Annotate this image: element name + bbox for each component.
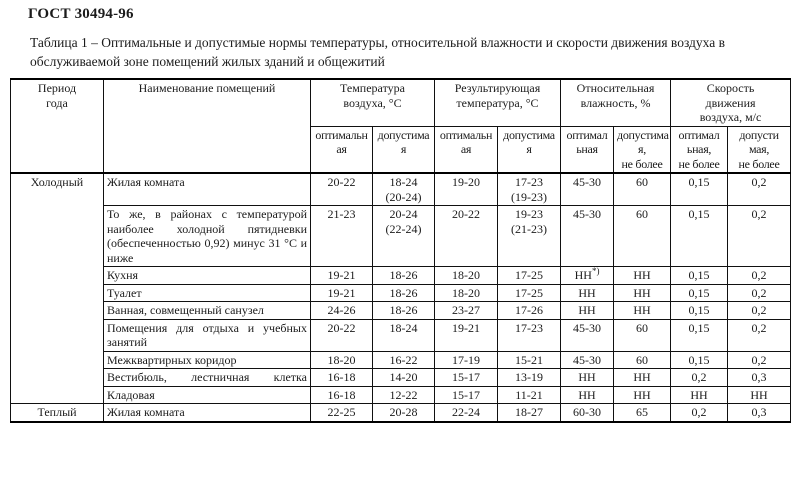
velocity-optimal: 0,15 <box>671 319 728 351</box>
sub-0-l1: оптимальн <box>315 127 368 142</box>
humidity-optimal: 45-30 <box>561 173 614 206</box>
velocity-optimal: 0,2 <box>671 404 728 422</box>
velocity-admissible: 0,2 <box>728 284 791 302</box>
res-temp-admissible: 13-19 <box>498 369 561 387</box>
sub-7-l2: мая, <box>748 142 770 156</box>
res-temp-optimal: 20-22 <box>435 206 498 267</box>
sub-5-l3: не более <box>621 156 663 171</box>
value-secondary: (19-23) <box>511 189 547 204</box>
air-temp-admissible: 18-24 <box>373 319 435 351</box>
sub-6-l2: ьная, <box>686 142 712 156</box>
humidity-admissible: НН <box>614 267 671 285</box>
air-temp-optimal: 19-21 <box>311 267 373 285</box>
group-res-temp-line1: Результирующая <box>454 81 541 95</box>
humidity-admissible: НН <box>614 302 671 320</box>
group-velocity-line3: воздуха, м/с <box>699 110 762 124</box>
header-sub-res-temp-optimal <box>435 126 498 173</box>
air-temp-admissible: 18-26 <box>373 284 435 302</box>
velocity-admissible: НН <box>728 386 791 404</box>
humidity-optimal: НН <box>561 369 614 387</box>
group-humidity-line2: влажность, % <box>580 95 651 110</box>
velocity-admissible: 0,2 <box>728 319 791 351</box>
res-temp-optimal: 22-24 <box>435 404 498 422</box>
header-sub-velocity-optimal <box>671 126 728 173</box>
air-temp-optimal: 16-18 <box>311 369 373 387</box>
air-temp-optimal: 16-18 <box>311 386 373 404</box>
velocity-admissible: 0,2 <box>728 173 791 206</box>
humidity-optimal: 45-30 <box>561 351 614 369</box>
header-sub-res-temp-admissible <box>498 126 561 173</box>
header-period-line2: года <box>46 95 68 110</box>
sub-6-l3: не более <box>678 156 720 171</box>
res-temp-admissible: 17-23 <box>498 319 561 351</box>
res-temp-admissible <box>498 173 561 206</box>
res-temp-admissible: 15-21 <box>498 351 561 369</box>
air-temp-admissible <box>373 206 435 267</box>
room-name: Жилая комната <box>104 404 311 422</box>
sub-4-l1: оптимал <box>566 127 608 142</box>
norms-table-body <box>11 173 791 422</box>
value-main: НН <box>574 268 592 282</box>
sub-3-l2: я <box>526 142 532 156</box>
room-name: Межквартирных коридор <box>104 351 311 369</box>
sub-3-l1: допустима <box>503 127 555 142</box>
res-temp-admissible: 11-21 <box>498 386 561 404</box>
standard-code: ГОСТ 30494-96 <box>28 6 134 22</box>
humidity-optimal: НН <box>561 386 614 404</box>
humidity-admissible: НН <box>614 284 671 302</box>
humidity-admissible: 60 <box>614 206 671 267</box>
header-group-air-velocity <box>671 79 791 126</box>
air-temp-optimal: 19-21 <box>311 284 373 302</box>
res-temp-optimal: 19-21 <box>435 319 498 351</box>
sub-1-l2: я <box>400 142 407 156</box>
group-air-temp-line2: воздуха, °С <box>343 95 402 110</box>
header-row-groups <box>11 79 791 126</box>
sub-5-l2: я, <box>638 142 646 156</box>
res-temp-optimal: 17-19 <box>435 351 498 369</box>
air-temp-optimal: 18-20 <box>311 351 373 369</box>
norms-table-wrapper <box>10 78 790 423</box>
table-row <box>11 351 791 369</box>
velocity-optimal: 0,15 <box>671 302 728 320</box>
res-temp-admissible: 17-26 <box>498 302 561 320</box>
velocity-admissible: 0,2 <box>728 302 791 320</box>
header-group-resultant-temperature <box>435 79 561 126</box>
air-temp-optimal: 24-26 <box>311 302 373 320</box>
sub-7-l3: не более <box>738 156 780 171</box>
header-sub-air-temp-admissible <box>373 126 435 173</box>
humidity-optimal: НН <box>561 284 614 302</box>
sub-5-l1: допустима <box>617 127 669 142</box>
room-name: Жилая комната <box>104 173 311 206</box>
table-row <box>11 267 791 285</box>
velocity-admissible: 0,2 <box>728 206 791 267</box>
air-temp-admissible: 18-26 <box>373 267 435 285</box>
res-temp-optimal: 18-20 <box>435 284 498 302</box>
humidity-admissible: 60 <box>614 351 671 369</box>
air-temp-admissible: 18-26 <box>373 302 435 320</box>
air-temp-admissible <box>373 173 435 206</box>
room-name: Кладовая <box>104 386 311 404</box>
res-temp-admissible: 17-25 <box>498 284 561 302</box>
air-temp-admissible: 16-22 <box>373 351 435 369</box>
velocity-optimal: 0,15 <box>671 267 728 285</box>
sub-7-l1: допусти <box>739 127 779 142</box>
air-temp-admissible: 14-20 <box>373 369 435 387</box>
header-sub-air-temp-optimal <box>311 126 373 173</box>
humidity-optimal: 45-30 <box>561 206 614 267</box>
room-name: Кухня <box>104 267 311 285</box>
group-velocity-line2: движения <box>705 95 756 110</box>
sub-1-l1: допустима <box>377 127 430 142</box>
velocity-admissible: 0,2 <box>728 267 791 285</box>
velocity-admissible: 0,3 <box>728 404 791 422</box>
humidity-admissible: НН <box>614 386 671 404</box>
group-humidity-line1: Относительная <box>576 81 655 95</box>
res-temp-optimal: 15-17 <box>435 369 498 387</box>
room-name: Туалет <box>104 284 311 302</box>
res-temp-admissible <box>498 206 561 267</box>
res-temp-admissible: 18-27 <box>498 404 561 422</box>
group-res-temp-line2: температура, °С <box>456 95 539 110</box>
room-name: Вестибюль, лестничная клетка <box>104 369 311 387</box>
humidity-admissible: 65 <box>614 404 671 422</box>
room-name: Ванная, совмещенный санузел <box>104 302 311 320</box>
velocity-admissible: 0,2 <box>728 351 791 369</box>
value-secondary: (20-24) <box>385 189 422 204</box>
velocity-optimal: 0,2 <box>671 369 728 387</box>
velocity-optimal: 0,15 <box>671 206 728 267</box>
value-secondary: (21-23) <box>511 221 547 236</box>
velocity-optimal: НН <box>671 386 728 404</box>
header-room-name: Наименование помещений <box>104 79 311 173</box>
sub-2-l2: ая <box>460 142 472 156</box>
humidity-optimal: 60-30 <box>561 404 614 422</box>
humidity-optimal <box>561 267 614 285</box>
room-name: То же, в районах с температурой наиболее холодной пятидневки (обеспеченностью 0,92) минус 31 °С и ниже <box>104 206 311 267</box>
period-cell-cold: Холодный <box>11 173 104 404</box>
table-row <box>11 284 791 302</box>
res-temp-admissible: 17-25 <box>498 267 561 285</box>
table-row <box>11 404 791 422</box>
velocity-optimal: 0,15 <box>671 351 728 369</box>
header-group-air-temperature <box>311 79 435 126</box>
air-temp-admissible: 20-28 <box>373 404 435 422</box>
sub-4-l2: ьная <box>576 142 598 156</box>
table-row <box>11 302 791 320</box>
humidity-admissible: НН <box>614 369 671 387</box>
header-period-line1: Период <box>37 81 77 95</box>
group-velocity-line1: Скорость <box>706 81 755 95</box>
footnote-marker: *) <box>591 266 600 276</box>
table-row <box>11 206 791 267</box>
value-secondary: (22-24) <box>385 221 422 236</box>
header-period <box>11 79 104 173</box>
table-row <box>11 173 791 206</box>
group-air-temp-line1: Температура <box>340 81 405 95</box>
air-temp-optimal: 20-22 <box>311 173 373 206</box>
table-row <box>11 369 791 387</box>
air-temp-optimal: 22-25 <box>311 404 373 422</box>
humidity-admissible: 60 <box>614 319 671 351</box>
header-sub-velocity-admissible <box>728 126 791 173</box>
value-main: 19-23 <box>515 207 543 221</box>
velocity-admissible: 0,3 <box>728 369 791 387</box>
value-main: 20-24 <box>389 207 418 221</box>
header-sub-humidity-optimal <box>561 126 614 173</box>
header-group-relative-humidity <box>561 79 671 126</box>
velocity-optimal: 0,15 <box>671 284 728 302</box>
room-name: Помещения для отдыха и учебных занятий <box>104 319 311 351</box>
velocity-optimal: 0,15 <box>671 173 728 206</box>
table-row <box>11 386 791 404</box>
table-caption: Таблица 1 – Оптимальные и допустимые нормы температуры, относительной влажности и скорости движения воздуха в обслуживаемой зоне помещений жилых зданий и общежитий <box>30 35 725 69</box>
res-temp-optimal: 18-20 <box>435 267 498 285</box>
value-main: 18-24 <box>389 175 418 189</box>
air-temp-optimal: 21-23 <box>311 206 373 267</box>
sub-2-l1: оптимальн <box>439 127 493 142</box>
table-row <box>11 319 791 351</box>
sub-0-l2: ая <box>336 142 347 156</box>
res-temp-optimal: 19-20 <box>435 173 498 206</box>
humidity-admissible: 60 <box>614 173 671 206</box>
humidity-optimal: 45-30 <box>561 319 614 351</box>
header-sub-humidity-admissible <box>614 126 671 173</box>
res-temp-optimal: 23-27 <box>435 302 498 320</box>
humidity-optimal: НН <box>561 302 614 320</box>
period-cell-warm: Теплый <box>11 404 104 422</box>
norms-table <box>10 78 791 423</box>
value-main: 17-23 <box>515 175 543 189</box>
sub-6-l1: оптимал <box>678 127 720 142</box>
air-temp-admissible: 12-22 <box>373 386 435 404</box>
res-temp-optimal: 15-17 <box>435 386 498 404</box>
air-temp-optimal: 20-22 <box>311 319 373 351</box>
